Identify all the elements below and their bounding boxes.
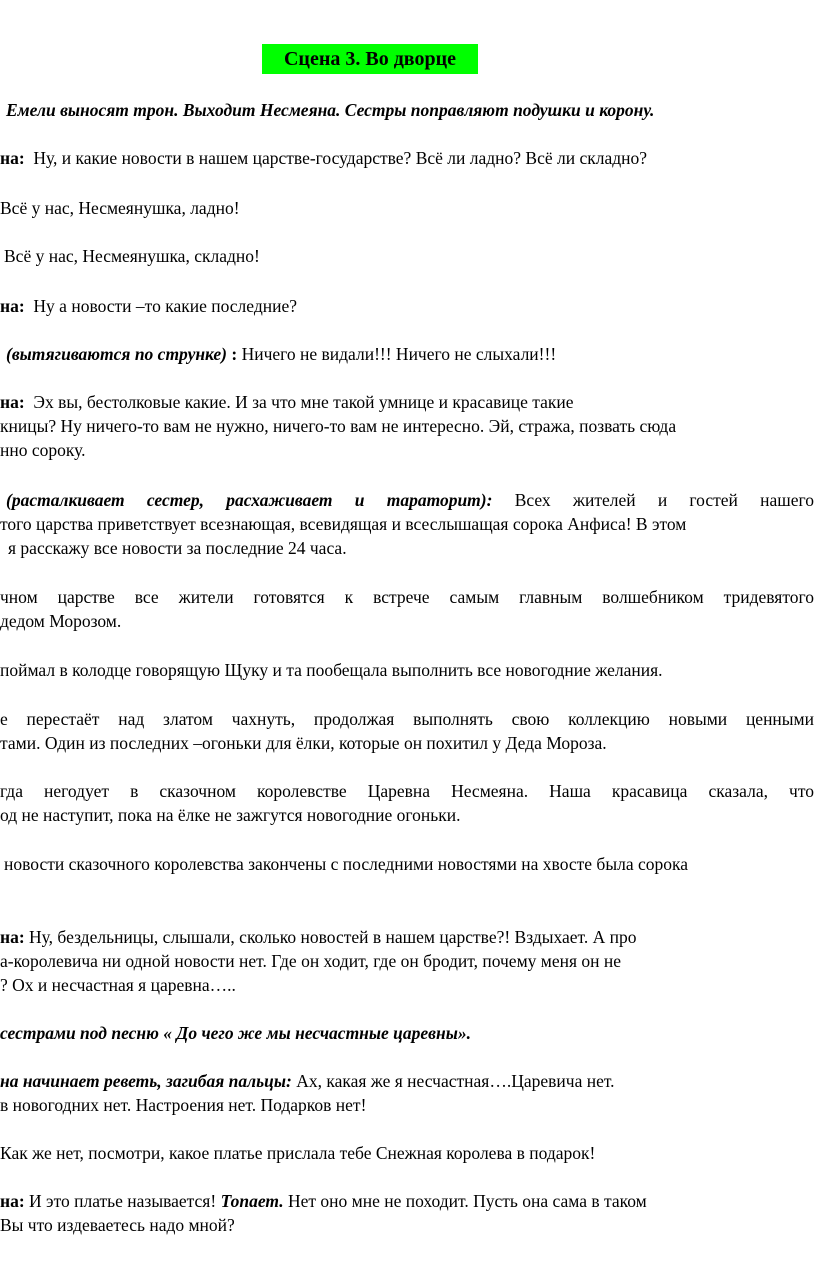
news-item-3: е перестаёт над златом чахнуть, продолжая выполнять свою коллекцию новыми ценными xyxy=(0,709,814,729)
news-item-2: поймал в колодце говорящую Щуку и та пообещала выполнить все новогодние желания. xyxy=(0,660,663,680)
speech-text: И это платье называется! xyxy=(29,1191,217,1211)
line-nesmeyana-4-end: ? Ох и несчастная я царевна….. xyxy=(0,975,236,995)
speech-text: Ну, и какие новости в нашем царстве-государстве? Всё ли ладно? Всё ли складно? xyxy=(33,148,648,168)
stage-direction-throne: Емели выносят трон. Выходит Несмеяна. Сестры поправляют подушки и корону. xyxy=(6,100,655,120)
line-nesmeyana-4 xyxy=(0,925,637,949)
line-nesmeyana-3-end: нно сороку. xyxy=(0,440,86,460)
line-nesmeyana-5 xyxy=(0,1069,615,1093)
line-soroka-cont-2: я расскажу все новости за последние 24 часа. xyxy=(8,538,347,558)
speaker-label: на: xyxy=(0,148,25,168)
stage-direction: (расталкивает сестер, расхаживает и тараторит): xyxy=(6,490,493,510)
stage-direction-song: сестрами под песню « До чего же мы несчастные царевны». xyxy=(0,1023,471,1043)
line-nesmeyana-6 xyxy=(0,1189,647,1213)
scene-title: Сцена 3. Во дворце xyxy=(262,44,478,74)
news-item-4: гда негодует в сказочном королевстве Царевна Несмеяна. Наша красавица сказала, что xyxy=(0,781,814,801)
speech-text: Всех жителей и гостей нашего xyxy=(514,490,814,510)
news-item-4-cont: од не наступит, пока на ёлке не зажгутся новогодние огоньки. xyxy=(0,805,461,825)
colon: : xyxy=(231,344,238,364)
speech-text: Эх вы, бестолковые какие. И за что мне такой умнице и красавице такие xyxy=(33,392,574,412)
line-nesmeyana-3 xyxy=(0,390,574,414)
line-soroka-cont-1: того царства приветствует всезнающая, всевидящая и всеслышащая сорока Анфиса! В этом xyxy=(0,514,687,534)
news-item-1: чном царстве все жители готовятся к встрече самым главным волшебником тридевятого xyxy=(0,587,814,607)
stage-direction: (вытягиваются по струнке) xyxy=(6,344,227,364)
news-item-1-cont: дедом Морозом. xyxy=(0,611,122,631)
speech-text-cont: Нет оно мне не походит. Пусть она сама в таком xyxy=(287,1191,647,1211)
line-sister-1: Всё у нас, Несмеянушка, ладно! xyxy=(0,198,240,218)
news-item-3-cont: тами. Один из последних –огоньки для ёлки, которые он похитил у Деда Мороза. xyxy=(0,733,607,753)
news-closing: новости сказочного королевства закончены с последними новостями на хвосте была сорока xyxy=(4,854,688,874)
line-nesmeyana-6-cont: Вы что издеваетесь надо мной? xyxy=(0,1215,235,1235)
line-nesmeyana-5-cont: в новогодних нет. Настроения нет. Подарков нет! xyxy=(0,1095,367,1115)
speaker-label: на: xyxy=(0,927,25,947)
line-nesmeyana-4-cont: а-королевича ни одной новости нет. Где он ходит, где он бродит, почему меня он не xyxy=(0,951,622,971)
stage-direction: Топает. xyxy=(220,1191,284,1211)
line-sisters-together xyxy=(6,342,556,366)
speech-text: Ах, какая же я несчастная….Царевича нет. xyxy=(296,1071,615,1091)
speaker-label: на: xyxy=(0,296,25,316)
line-nesmeyana-1 xyxy=(0,146,647,170)
line-nesmeyana-3-cont: кницы? Ну ничего-то вам не нужно, ничего-то вам не интересно. Эй, стража, позвать сюда xyxy=(0,416,677,436)
speaker-label: на: xyxy=(0,1191,25,1211)
line-sister-2: Всё у нас, Несмеянушка, складно! xyxy=(4,246,260,266)
speech-text: Ну, бездельницы, слышали, сколько новостей в нашем царстве?! Вздыхает. А про xyxy=(29,927,637,947)
stage-direction: на начинает реветь, загибая пальцы: xyxy=(0,1071,292,1091)
speaker-label: на: xyxy=(0,392,25,412)
line-sister-3: Как же нет, посмотри, какое платье прислала тебе Снежная королева в подарок! xyxy=(0,1143,596,1163)
speech-text: Ну а новости –то какие последние? xyxy=(33,296,297,316)
line-nesmeyana-2 xyxy=(0,294,297,318)
speech-text: Ничего не видали!!! Ничего не слыхали!!! xyxy=(241,344,557,364)
line-soroka-intro xyxy=(6,488,814,512)
